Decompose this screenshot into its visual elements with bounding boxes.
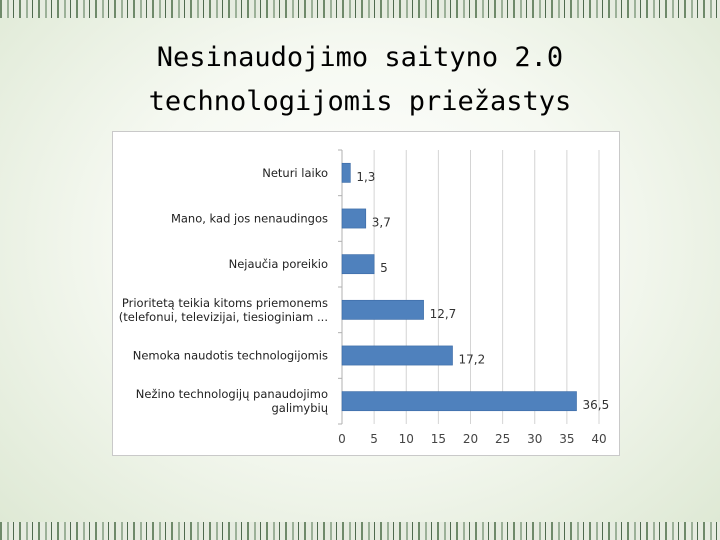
x-tick-label: 40 [591, 432, 607, 446]
slide-title [100, 36, 620, 124]
chart-frame [112, 131, 620, 456]
category-label: Mano, kad jos nenaudingos [170, 211, 328, 226]
top-decorative-stripe [0, 0, 720, 18]
x-tick-label: 25 [494, 432, 511, 446]
category-label: Nežino technologijų panaudojimo [135, 387, 328, 402]
bar [342, 209, 366, 228]
x-tick-label: 35 [559, 432, 575, 446]
category-label: galimybių [271, 401, 328, 416]
bar [342, 346, 453, 365]
slide-title-line-2: technologijomis priežastys [148, 86, 572, 117]
category-label: Neturi laiko [262, 165, 328, 180]
bar-value-label: 36,5 [582, 398, 610, 413]
bottom-decorative-stripe [0, 522, 720, 540]
x-tick-label: 5 [370, 432, 378, 446]
category-label: Nemoka naudotis technologijomis [132, 348, 328, 363]
x-tick-label: 30 [527, 432, 543, 446]
bar-value-label: 5 [380, 261, 388, 276]
bar-value-label: 1,3 [356, 169, 376, 184]
x-tick-label: 15 [430, 432, 447, 446]
bar-value-label: 17,2 [458, 352, 486, 367]
x-tick-label: 10 [398, 432, 414, 446]
category-label: Prioritetą teikia kitoms priemonems [121, 295, 328, 310]
bar [342, 300, 424, 319]
bar [342, 163, 350, 182]
bar [342, 255, 374, 274]
slide-title-line-1: Nesinaudojimo saityno 2.0 [156, 42, 564, 73]
x-tick-label: 0 [338, 432, 346, 446]
bar [342, 392, 577, 411]
category-label: (telefonui, televizijai, tiesioginiam ... [118, 309, 328, 324]
bar-value-label: 12,7 [429, 306, 457, 321]
bar-chart [113, 132, 619, 455]
x-tick-label: 20 [462, 432, 479, 446]
category-label: Nejaučia poreikio [228, 257, 328, 272]
bar-value-label: 3,7 [371, 215, 391, 230]
